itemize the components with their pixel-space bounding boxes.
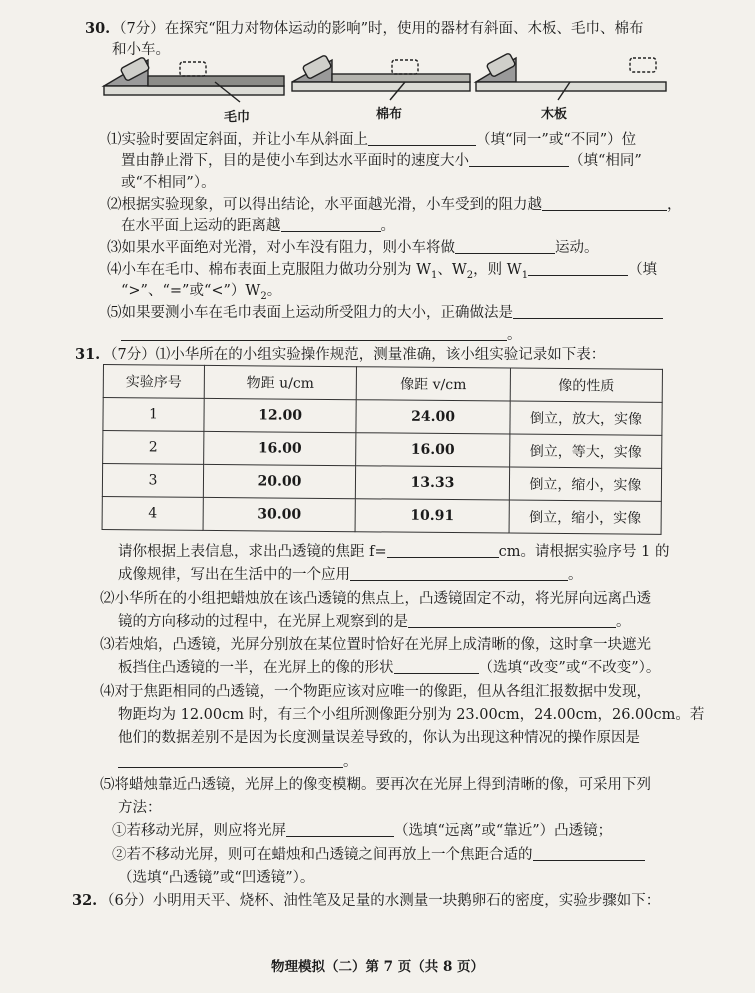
q31-p4-line1: ⑷对于焦距相同的凸透镜，一个物距应该对应唯一的像距，但从各组汇报数据中发现， (100, 684, 651, 700)
q31-p5-line1: ⑸将蜡烛靠近凸透镜，光屏上的像变模糊。要再次在光屏上得到清晰的像，可采用下列 (100, 777, 651, 793)
q30-p5-line1: ⑸如果要测小车在毛巾表面上运动所受阻力的大小，正确做法是 (107, 303, 663, 323)
answer-blank[interactable] (121, 326, 507, 341)
q32-stem: （6分）小明用天平、烧杯、油性笔及足量的水测量一块鹅卵石的密度，实验步骤如下： (100, 893, 661, 909)
q30-p4-line2: “>”、“=”或“$<”)W_2$。 (121, 283, 282, 302)
q31-t-line2: 成像规律，写出在生活中的一个应用 。 (118, 567, 583, 583)
header-cell: 实验序号 (103, 365, 204, 399)
q31-number: 31. (75, 346, 101, 363)
q30-p4-line1: ⑷小车在毛巾、棉布表面上克服阻力做功分别为 $W_1$、$W_2$，则 $W_1$ （填 (107, 262, 658, 281)
q30-p3: ⑶如果水平面绝对光滑，对小车没有阻力，则小车将做 运动。 (107, 240, 599, 256)
table-cell: 倒立，缩小，实像 (509, 500, 661, 534)
q31-p2-line1: ⑵小华所在的小组把蜡烛放在该凸透镜的焦点上，凸透镜固定不动，将光屏向远离凸透 (100, 591, 651, 607)
table-cell: 30.00 (203, 497, 355, 531)
towel-setup (104, 57, 284, 102)
table-cell: 12.00 (204, 398, 356, 432)
header-cell: 物距 u/cm (204, 365, 356, 399)
table-cell: 2 (103, 431, 204, 465)
q30-p2-line1: ⑵根据实验现象，可以得出结论，水平面越光滑，小车受到的阻力越 ， (107, 197, 682, 213)
header-cell: 像距 v/cm (356, 367, 510, 401)
q30-p5-line2: 。 (121, 325, 522, 345)
q31-p3-line2: 板挡住凸透镜的一半，在光屏上的像的形状 （选填“改变”或“不改变”）。 (118, 660, 661, 676)
answer-blank[interactable] (542, 196, 667, 211)
q31-p5-line2: 方法： (118, 800, 162, 816)
table-row (103, 431, 662, 469)
board-label: 木板 (541, 107, 568, 122)
q30-p1-line1: ⑴实验时要固定斜面，并让小车从斜面上 （填“同一”或“不同”）位 (107, 132, 637, 148)
incline-experiment-diagram (100, 52, 675, 124)
header-cell: 像的性质 (510, 368, 662, 402)
answer-blank[interactable] (394, 659, 479, 674)
q30-p1-line3: 或“不相同”）。 (121, 175, 216, 191)
table-cell: 4 (102, 496, 203, 530)
answer-blank[interactable] (469, 152, 569, 167)
table-cell: 16.00 (204, 431, 356, 465)
q30-number: 30. (85, 20, 111, 37)
q31-p5-line5: （选填“凸透镜”或“凹透镜”）。 (118, 870, 315, 886)
table-row (102, 464, 661, 502)
towel-label: 毛巾 (224, 110, 251, 125)
table-row (103, 398, 662, 436)
answer-blank[interactable] (286, 822, 394, 837)
answer-blank[interactable] (528, 261, 628, 276)
table-cell: 24.00 (356, 400, 510, 434)
answer-blank[interactable] (118, 753, 343, 768)
table-cell: 倒立，放大，实像 (510, 401, 662, 435)
q31-t-line1: 请你根据上表信息，求出凸透镜的焦距 f= cm。请根据实验序号 1 的 (118, 544, 670, 560)
answer-blank[interactable] (455, 239, 555, 254)
cotton-setup (292, 55, 470, 100)
answer-blank[interactable] (387, 543, 499, 558)
table-cell: 倒立，缩小，实像 (509, 467, 661, 501)
q31-p5-line3: ①若移动光屏，则应将光屏 （选填“远离”或“靠近”）凸透镜； (112, 823, 613, 839)
q31-p2-line2: 镜的方向移动的过程中，在光屏上观察到的是 。 (118, 614, 631, 630)
table-cell: 16.00 (356, 433, 510, 467)
answer-blank[interactable] (368, 131, 476, 146)
q30-stem-line2: 和小车。 (112, 42, 170, 58)
table-cell: 3 (102, 464, 203, 498)
table-row (102, 496, 661, 534)
q31-p5-line4: ②若不移动光屏，则可在蜡烛和凸透镜之间再放上一个焦距合适的 (112, 845, 645, 865)
table-cell: 13.33 (355, 466, 509, 500)
answer-blank[interactable] (533, 846, 645, 861)
table-cell: 10.91 (355, 499, 509, 533)
answer-blank[interactable] (513, 304, 663, 319)
answer-blank[interactable] (350, 566, 568, 581)
q31-p3-line1: ⑶若烛焰，凸透镜，光屏分别放在某位置时恰好在光屏上成清晰的像，这时拿一块遮光 (100, 637, 651, 653)
q31-p4-line2: 物距均为 12.00cm 时，有三个小组所测像距分别为 23.00cm，24.00cm，26.00cm。若 (118, 707, 705, 723)
q30-stem-line1: （7分）在探究“阻力对物体运动的影响”时，使用的器材有斜面、木板、毛巾、棉布 (112, 21, 644, 37)
q31-p4-line3: 他们的数据差别不是因为长度测量误差导致的，你认为出现这种情况的操作原因是 (118, 730, 640, 746)
experiment-data-table (102, 364, 663, 535)
table-cell: 1 (103, 398, 204, 432)
q31-stem: （7分）⑴小华所在的小组实验操作规范，测量准确，该小组实验记录如下表： (103, 347, 606, 363)
q32-number: 32. (72, 892, 98, 909)
answer-blank[interactable] (281, 217, 381, 232)
page-footer: 物理模拟（二）第 7 页（共 8 页） (270, 959, 485, 975)
board-setup (476, 53, 666, 100)
table-cell: 倒立，等大，实像 (510, 434, 662, 468)
q31-p4-line4: 。 (118, 752, 358, 772)
table-header-row (103, 365, 662, 403)
q30-p2-line2: 在水平面上运动的距离越 。 (121, 218, 395, 234)
answer-blank[interactable] (408, 613, 616, 628)
table-cell: 20.00 (203, 464, 355, 498)
q30-p1-line2: 置由静止滑下，目的是使小车到达水平面时的速度大小 （填“相同” (121, 153, 642, 169)
cotton-label: 棉布 (376, 107, 403, 122)
